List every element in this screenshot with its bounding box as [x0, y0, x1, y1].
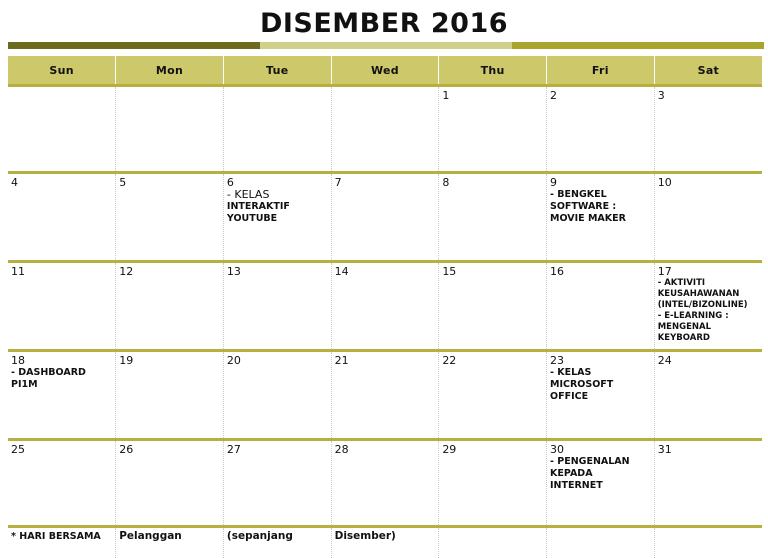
week-row [8, 86, 762, 173]
weekday-header: Tue [223, 56, 331, 86]
day-number: 4 [11, 176, 112, 189]
day-cell [654, 86, 762, 173]
day-cell [116, 173, 224, 262]
day-cell [654, 173, 762, 262]
day-number: 29 [442, 443, 543, 456]
day-cell [223, 86, 331, 173]
day-number: 28 [335, 443, 436, 456]
note-text: (sepanjang [227, 530, 328, 543]
day-number: 3 [658, 89, 759, 102]
day-cell [8, 173, 116, 262]
note-cell [8, 527, 116, 558]
day-cell [223, 440, 331, 527]
day-number: 20 [227, 354, 328, 367]
calendar-title: DISEMBER 2016 [0, 8, 768, 39]
calendar-grid [8, 56, 762, 558]
day-cell [547, 86, 655, 173]
note-cell [654, 527, 762, 558]
day-number: 23 [550, 354, 651, 367]
day-number: 31 [658, 443, 759, 456]
weekday-header: Sun [8, 56, 116, 86]
note-cell [331, 527, 439, 558]
day-cell [8, 262, 116, 351]
day-cell [331, 262, 439, 351]
day-number: 25 [11, 443, 112, 456]
day-number: 30 [550, 443, 651, 456]
day-number: 1 [442, 89, 543, 102]
weekday-header-row [8, 56, 762, 86]
day-cell [547, 262, 655, 351]
day-number: 7 [335, 176, 436, 189]
week-row [8, 440, 762, 527]
day-cell [116, 262, 224, 351]
day-cell [331, 351, 439, 440]
day-cell [439, 351, 547, 440]
day-number: 15 [442, 265, 543, 278]
weekday-header: Fri [547, 56, 655, 86]
note-cell [547, 527, 655, 558]
day-cell [331, 440, 439, 527]
day-number: 6 [227, 176, 328, 189]
day-cell [654, 262, 762, 351]
day-cell [223, 262, 331, 351]
underline-bar-light [260, 42, 512, 49]
event-text: - BENGKEL SOFTWARE : MOVIE MAKER [550, 189, 651, 225]
day-cell [547, 351, 655, 440]
day-number: 16 [550, 265, 651, 278]
day-number: 18 [11, 354, 112, 367]
day-cell [439, 173, 547, 262]
day-cell [331, 86, 439, 173]
weekday-header: Mon [116, 56, 224, 86]
note-cell [116, 527, 224, 558]
day-number: 13 [227, 265, 328, 278]
event-text: - AKTIVITI KEUSAHAWANAN (INTEL/BIZONLINE) - E-LEARNING : MENGENAL KEYBOARD [658, 278, 759, 344]
day-number: 9 [550, 176, 651, 189]
note-row [8, 527, 762, 558]
event-text-large: - KELAS [227, 189, 328, 201]
weekday-header: Wed [331, 56, 439, 86]
day-cell [116, 440, 224, 527]
underline-bar-dark [8, 42, 260, 49]
day-number: 21 [335, 354, 436, 367]
underline-bar-mid [512, 42, 764, 49]
week-row [8, 351, 762, 440]
day-number: 12 [119, 265, 220, 278]
day-cell [223, 351, 331, 440]
day-number: 17 [658, 265, 759, 278]
day-cell [116, 351, 224, 440]
note-text: Pelanggan [119, 530, 220, 543]
event-text: - PENGENALAN KEPADA INTERNET [550, 456, 651, 492]
note-cell [439, 527, 547, 558]
day-cell [439, 86, 547, 173]
day-number: 24 [658, 354, 759, 367]
day-cell [547, 440, 655, 527]
day-number: 19 [119, 354, 220, 367]
note-text: * HARI BERSAMA [11, 530, 112, 543]
day-cell [8, 351, 116, 440]
day-cell [547, 173, 655, 262]
day-number: 2 [550, 89, 651, 102]
day-cell [439, 440, 547, 527]
day-number: 22 [442, 354, 543, 367]
day-number: 5 [119, 176, 220, 189]
day-cell [439, 262, 547, 351]
event-text: - KELAS MICROSOFT OFFICE [550, 367, 651, 403]
day-number: 10 [658, 176, 759, 189]
note-text: Disember) [335, 530, 436, 543]
day-cell [116, 86, 224, 173]
day-number: 14 [335, 265, 436, 278]
event-text: - DASHBOARD PI1M [11, 367, 112, 391]
day-cell [654, 351, 762, 440]
title-underline-bars [8, 42, 764, 49]
day-number: 26 [119, 443, 220, 456]
day-number: 8 [442, 176, 543, 189]
week-row [8, 173, 762, 262]
day-cell [331, 173, 439, 262]
event-text: INTERAKTIF YOUTUBE [227, 201, 328, 225]
day-number: 11 [11, 265, 112, 278]
day-cell [223, 173, 331, 262]
weekday-header: Thu [439, 56, 547, 86]
day-cell [8, 440, 116, 527]
week-row [8, 262, 762, 351]
weekday-header: Sat [654, 56, 762, 86]
note-cell [223, 527, 331, 558]
day-cell [8, 86, 116, 173]
day-number: 27 [227, 443, 328, 456]
day-cell [654, 440, 762, 527]
